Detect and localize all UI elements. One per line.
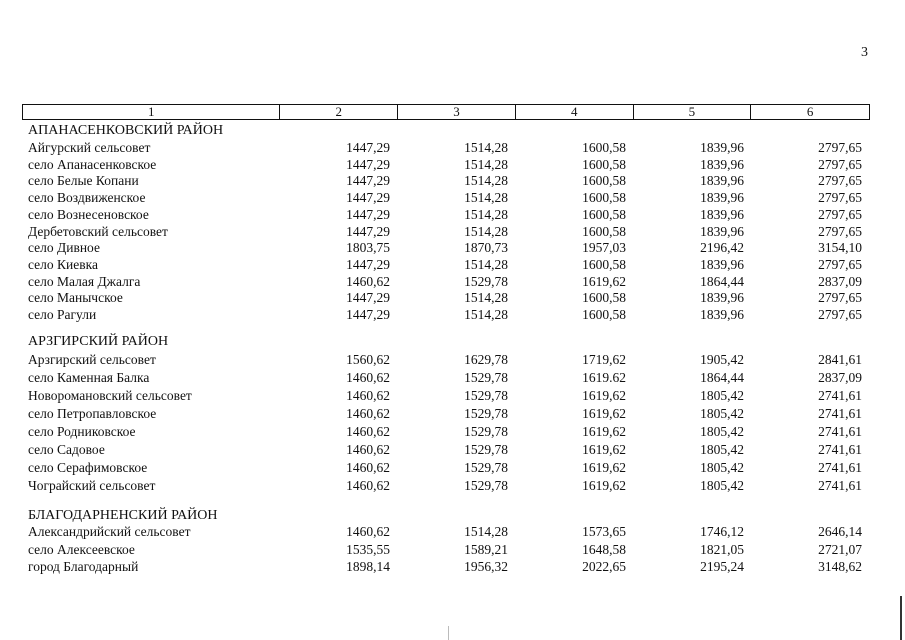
value-cell-col-2: 1447,29 bbox=[346, 173, 390, 189]
table-row bbox=[0, 239, 905, 257]
table-row bbox=[0, 223, 905, 241]
table-header bbox=[22, 104, 870, 120]
settlement-name: Арзгирский сельсовет bbox=[28, 352, 156, 367]
value-cell-col-6: 2741,61 bbox=[818, 442, 862, 457]
value-cell-col-2: 1460,62 bbox=[346, 370, 390, 385]
table-row bbox=[0, 306, 905, 324]
value-cell-col-2: 1803,75 bbox=[346, 240, 390, 256]
value-cell-col-4: 1957,03 bbox=[582, 240, 626, 256]
value-cell-col-2: 1460,62 bbox=[346, 424, 390, 439]
header-col-3: 3 bbox=[398, 105, 516, 119]
value-cell-col-4: 1648,58 bbox=[582, 541, 626, 557]
district-title: БЛАГОДАРНЕНСКИЙ РАЙОН bbox=[28, 508, 218, 523]
value-cell-col-6: 2741,61 bbox=[818, 424, 862, 439]
value-cell-col-2: 1447,29 bbox=[346, 307, 390, 322]
value-cell-col-5: 2196,42 bbox=[700, 240, 744, 256]
value-cell-col-3: 1529,78 bbox=[464, 370, 508, 385]
value-cell-col-6: 2797,65 bbox=[818, 256, 862, 272]
table-row bbox=[0, 459, 905, 477]
table-row bbox=[0, 558, 905, 576]
value-cell-col-3: 1514,28 bbox=[464, 290, 508, 306]
value-cell-col-6: 2646,14 bbox=[818, 524, 862, 539]
table-row bbox=[0, 405, 905, 423]
value-cell-col-3: 1956,32 bbox=[464, 559, 508, 575]
value-cell-col-4: 1600,58 bbox=[582, 156, 626, 172]
value-cell-col-5: 1864,44 bbox=[700, 273, 744, 289]
settlement-name: Александрийский сельсовет bbox=[28, 524, 191, 539]
value-cell-col-3: 1514,28 bbox=[464, 524, 508, 539]
settlement-name: село Родниковское bbox=[28, 424, 136, 439]
value-cell-col-6: 2741,61 bbox=[818, 388, 862, 403]
value-cell-col-2: 1447,29 bbox=[346, 156, 390, 172]
value-cell-col-6: 2797,65 bbox=[818, 206, 862, 222]
header-col-4: 4 bbox=[516, 105, 634, 119]
value-cell-col-6: 2741,61 bbox=[818, 460, 862, 475]
scan-edge-mark bbox=[900, 596, 902, 640]
table-row bbox=[0, 256, 905, 274]
value-cell-col-4: 1600,58 bbox=[582, 206, 626, 222]
settlement-name: село Рагули bbox=[28, 307, 97, 322]
value-cell-col-4: 1619,62 bbox=[582, 460, 626, 475]
table-row bbox=[0, 189, 905, 207]
value-cell-col-3: 1514,28 bbox=[464, 173, 508, 189]
settlement-name: Дербетовский сельсовет bbox=[28, 223, 168, 239]
settlement-name: село Воздвиженское bbox=[28, 190, 146, 206]
value-cell-col-5: 1839,96 bbox=[700, 256, 744, 272]
value-cell-col-2: 1447,29 bbox=[346, 256, 390, 272]
value-cell-col-2: 1460,62 bbox=[346, 388, 390, 403]
value-cell-col-5: 1746,12 bbox=[700, 524, 744, 539]
value-cell-col-6: 3154,10 bbox=[818, 240, 862, 256]
value-cell-col-5: 1839,96 bbox=[700, 290, 744, 306]
table-row bbox=[0, 172, 905, 190]
value-cell-col-3: 1529,78 bbox=[464, 406, 508, 421]
header-col-6: 6 bbox=[806, 104, 814, 119]
value-cell-col-2: 1460,62 bbox=[346, 442, 390, 457]
value-cell-col-5: 1805,42 bbox=[700, 406, 744, 421]
settlement-name: село Вознесеновское bbox=[28, 206, 149, 222]
value-cell-col-6: 2797,65 bbox=[818, 223, 862, 239]
value-cell-col-5: 2195,24 bbox=[700, 559, 744, 575]
table-row bbox=[0, 206, 905, 224]
settlement-name: село Каменная Балка bbox=[28, 370, 150, 385]
value-cell-col-6: 2837,09 bbox=[818, 370, 862, 385]
value-cell-col-3: 1529,78 bbox=[464, 273, 508, 289]
value-cell-col-3: 1514,28 bbox=[464, 223, 508, 239]
value-cell-col-6: 2797,65 bbox=[818, 290, 862, 306]
value-cell-col-2: 1460,62 bbox=[346, 406, 390, 421]
value-cell-col-4: 1600,58 bbox=[582, 140, 626, 155]
settlement-name: село Петропавловское bbox=[28, 406, 157, 421]
value-cell-col-5: 1839,96 bbox=[700, 140, 744, 155]
value-cell-col-2: 1460,62 bbox=[346, 524, 390, 539]
value-cell-col-3: 1629,78 bbox=[464, 352, 508, 367]
value-cell-col-5: 1839,96 bbox=[700, 206, 744, 222]
value-cell-col-6: 2797,65 bbox=[818, 190, 862, 206]
value-cell-col-3: 1514,28 bbox=[464, 156, 508, 172]
value-cell-col-3: 1514,28 bbox=[464, 206, 508, 222]
district-title: АРЗГИРСКИЙ РАЙОН bbox=[28, 334, 169, 349]
value-cell-col-4: 1600,58 bbox=[582, 223, 626, 239]
scan-mark bbox=[448, 626, 449, 640]
value-cell-col-5: 1805,42 bbox=[700, 388, 744, 403]
value-cell-col-4: 1600,58 bbox=[582, 190, 626, 206]
district-title: АПАНАСЕНКОВСКИЙ РАЙОН bbox=[28, 123, 224, 138]
value-cell-col-4: 1600,58 bbox=[582, 290, 626, 306]
value-cell-col-4: 1600,58 bbox=[582, 256, 626, 272]
value-cell-col-6: 2741,61 bbox=[818, 478, 862, 493]
value-cell-col-2: 1535,55 bbox=[346, 541, 390, 557]
value-cell-col-3: 1529,78 bbox=[464, 424, 508, 439]
settlement-name: село Белые Копани bbox=[28, 173, 139, 189]
value-cell-col-5: 1839,96 bbox=[700, 307, 744, 322]
page-number: 3 bbox=[861, 45, 868, 60]
value-cell-col-4: 1619,62 bbox=[582, 478, 626, 493]
settlement-name: Чограйский сельсовет bbox=[28, 478, 156, 493]
value-cell-col-2: 1898,14 bbox=[346, 559, 390, 575]
value-cell-col-5: 1805,42 bbox=[700, 424, 744, 439]
value-cell-col-6: 2797,65 bbox=[818, 173, 862, 189]
value-cell-col-6: 2797,65 bbox=[818, 156, 862, 172]
value-cell-col-6: 2841,61 bbox=[818, 352, 862, 367]
value-cell-col-2: 1460,62 bbox=[346, 478, 390, 493]
value-cell-col-2: 1560,62 bbox=[346, 352, 390, 367]
table-row bbox=[0, 423, 905, 441]
settlement-name: село Алексеевское bbox=[28, 541, 135, 557]
value-cell-col-4: 1600,58 bbox=[582, 173, 626, 189]
settlement-name: село Манычское bbox=[28, 290, 123, 306]
value-cell-col-2: 1447,29 bbox=[346, 206, 390, 222]
value-cell-col-5: 1864,44 bbox=[700, 370, 744, 385]
value-cell-col-5: 1905,42 bbox=[700, 352, 744, 367]
value-cell-col-3: 1589,21 bbox=[464, 541, 508, 557]
value-cell-col-4: 1619,62 bbox=[582, 273, 626, 289]
value-cell-col-6: 3148,62 bbox=[818, 559, 862, 575]
table-row bbox=[0, 273, 905, 291]
value-cell-col-3: 1514,28 bbox=[464, 256, 508, 272]
table-row bbox=[0, 387, 905, 405]
value-cell-col-2: 1460,62 bbox=[346, 273, 390, 289]
value-cell-col-4: 1619.62 bbox=[582, 370, 626, 385]
value-cell-col-6: 2837,09 bbox=[818, 273, 862, 289]
value-cell-col-6: 2721,07 bbox=[818, 541, 862, 557]
settlement-name: город Благодарный bbox=[28, 559, 139, 575]
value-cell-col-5: 1805,42 bbox=[700, 460, 744, 475]
value-cell-col-5: 1821,05 bbox=[700, 541, 744, 557]
value-cell-col-5: 1839,96 bbox=[700, 190, 744, 206]
value-cell-col-2: 1460,62 bbox=[346, 460, 390, 475]
value-cell-col-2: 1447,29 bbox=[346, 290, 390, 306]
settlement-name: Новоромановский сельсовет bbox=[28, 388, 192, 403]
value-cell-col-4: 1619,62 bbox=[582, 424, 626, 439]
value-cell-col-6: 2797,65 bbox=[818, 140, 862, 155]
settlement-name: село Серафимовское bbox=[28, 460, 148, 475]
value-cell-col-4: 1719,62 bbox=[582, 352, 626, 367]
table-row bbox=[0, 477, 905, 495]
value-cell-col-3: 1529,78 bbox=[464, 478, 508, 493]
settlement-name: село Малая Джалга bbox=[28, 273, 141, 289]
value-cell-col-4: 1619,62 bbox=[582, 388, 626, 403]
value-cell-col-6: 2741,61 bbox=[818, 406, 862, 421]
value-cell-col-2: 1447,29 bbox=[346, 190, 390, 206]
value-cell-col-5: 1839,96 bbox=[700, 156, 744, 172]
settlement-name: село Апанасенковское bbox=[28, 156, 157, 172]
table-row bbox=[0, 156, 905, 174]
settlement-name: село Садовое bbox=[28, 442, 105, 457]
value-cell-col-2: 1447,29 bbox=[346, 140, 390, 155]
value-cell-col-3: 1514,28 bbox=[464, 307, 508, 322]
value-cell-col-4: 1600,58 bbox=[582, 307, 626, 322]
value-cell-col-6: 2797,65 bbox=[818, 307, 862, 322]
settlement-name: Айгурский сельсовет bbox=[28, 140, 151, 155]
table-row bbox=[0, 441, 905, 459]
value-cell-col-5: 1805,42 bbox=[700, 478, 744, 493]
value-cell-col-4: 1573,65 bbox=[582, 524, 626, 539]
value-cell-col-3: 1514,28 bbox=[464, 140, 508, 155]
header-col-2: 2 bbox=[280, 105, 398, 119]
header-col-5: 5 bbox=[634, 105, 752, 119]
value-cell-col-4: 1619,62 bbox=[582, 406, 626, 421]
value-cell-col-3: 1514,28 bbox=[464, 190, 508, 206]
value-cell-col-3: 1529,78 bbox=[464, 460, 508, 475]
value-cell-col-5: 1839,96 bbox=[700, 223, 744, 239]
table-row bbox=[0, 351, 905, 369]
table-row bbox=[0, 541, 905, 559]
table-row bbox=[0, 289, 905, 307]
value-cell-col-4: 2022,65 bbox=[582, 559, 626, 575]
value-cell-col-2: 1447,29 bbox=[346, 223, 390, 239]
value-cell-col-3: 1529,78 bbox=[464, 442, 508, 457]
header-col-1: 1 bbox=[23, 105, 280, 119]
table-row bbox=[0, 369, 905, 387]
table-row bbox=[0, 523, 905, 541]
value-cell-col-3: 1529,78 bbox=[464, 388, 508, 403]
value-cell-col-3: 1870,73 bbox=[464, 240, 508, 256]
value-cell-col-5: 1839,96 bbox=[700, 173, 744, 189]
settlement-name: село Дивное bbox=[28, 240, 100, 256]
value-cell-col-4: 1619,62 bbox=[582, 442, 626, 457]
settlement-name: село Киевка bbox=[28, 256, 98, 272]
table-row bbox=[0, 139, 905, 157]
value-cell-col-5: 1805,42 bbox=[700, 442, 744, 457]
